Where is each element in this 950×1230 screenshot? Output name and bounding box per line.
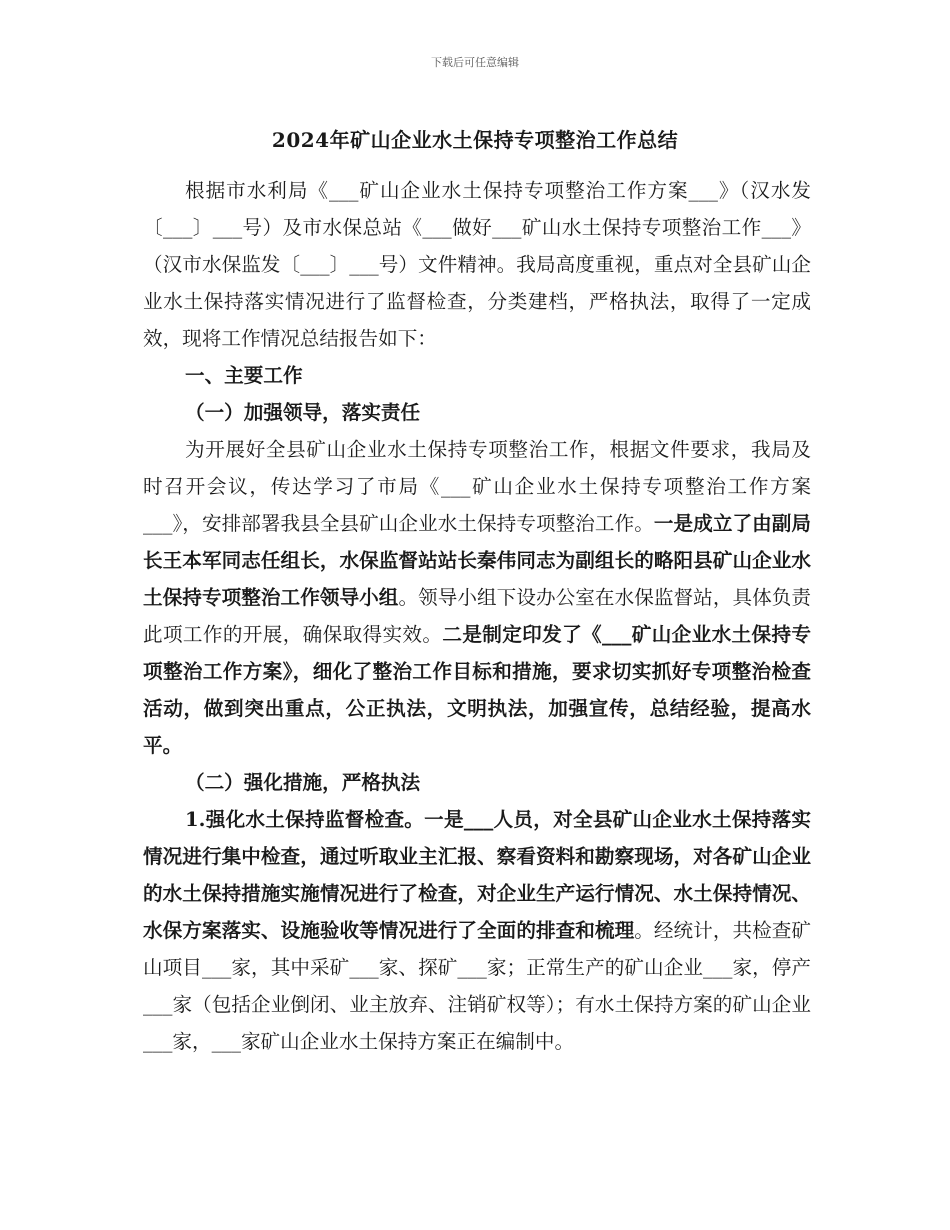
leadership-point-one-detail: 。领导小组下设办公室在水保监督站，具体负责此项工作的开展，确保取得实效。 [143, 586, 812, 646]
leadership-paragraph [143, 431, 811, 764]
subsection-heading-leadership: （一）加强领导，落实责任 [185, 401, 421, 424]
leadership-point-one: 一是成立了由副局长王本军同志任组长，水保监督站站长秦伟同志为副组长的略阳县矿山企业水土保持专项整治工作领导小组 [143, 512, 812, 609]
document-body [143, 172, 811, 1060]
inspection-statistics: 。经统计，共检查矿山项目___家，其中采矿___家、探矿___家；正常生产的矿山企业___家，停产___家（包括企业倒闭、业主放弃、注销矿权等）；有水土保持方案的矿山企业___家，___家矿山企业水土保持方案正在编制中。 [143, 919, 812, 1053]
inspection-paragraph [143, 801, 811, 1060]
inspection-bold-text: 1.强化水土保持监督检查。一是___人员，对全县矿山企业水土保持落实情况进行集中检查，通过听取业主汇报、察看资料和勘察现场，对各矿山企业的水土保持措施实施情况进行了检查，对企业生产运行情况、水土保持情况、水保方案落实、设施验收等情况进行了全面的排查和梳理 [143, 808, 811, 942]
intro-paragraph: 根据市水利局《___矿山企业水土保持专项整治工作方案___》（汉水发〔___〕___号）及市水保总站《___做好___矿山水土保持专项整治工作___》（汉市水保监发〔___〕___号）文件精神。我局高度重视，重点对全县矿山企业水土保持落实情况进行了监督检查，分类建档，严格执法，取得了一定成效，现将工作情况总结报告如下： [143, 179, 811, 350]
leadership-point-two: 二是制定印发了《___矿山企业水土保持专项整治工作方案》，细化了整治工作目标和措施，要求切实抓好专项整治检查活动，做到突出重点，公正执法，文明执法，加强宣传，总结经验，提高水平。 [143, 623, 812, 757]
leadership-text: 为开展好全县矿山企业水土保持专项整治工作，根据文件要求，我局及时召开会议，传达学习了市局《___矿山企业水土保持专项整治工作方案___》，安排部署我县全县矿山企业水土保持专项整治工作。 [143, 438, 811, 535]
section-heading-main-work: 一、主要工作 [185, 364, 303, 387]
subsection-heading-measures: （二）强化措施，严格执法 [185, 771, 421, 794]
document-title: 2024年矿山企业水土保持专项整治工作总结 [271, 128, 679, 152]
header-note: 下载后可任意编辑 [431, 56, 519, 69]
